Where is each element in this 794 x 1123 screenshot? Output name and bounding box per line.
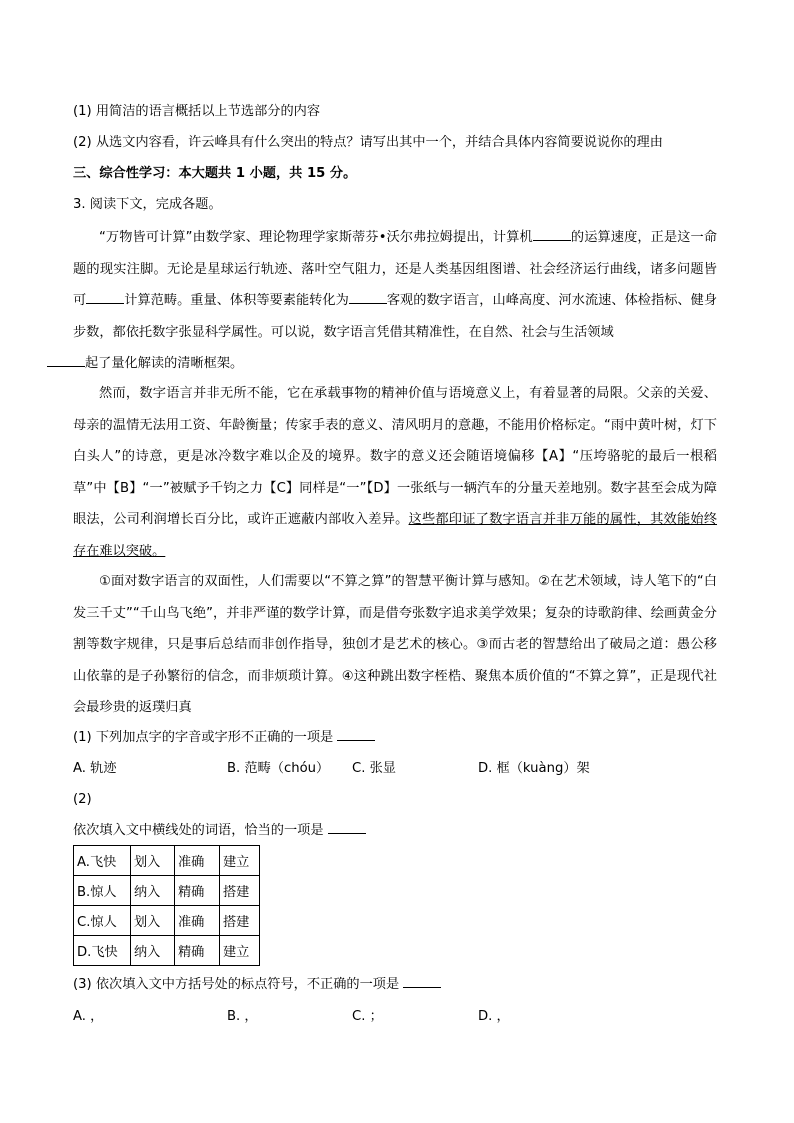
sub3-option-b: B. ， (227, 1009, 258, 1024)
p1-sentence-3: 计算范畴。重量、体积等要素能转化为 (124, 293, 349, 308)
sub3-stem: (3) 依次填入文中方括号处的标点符号，不正确的一项是 (73, 977, 400, 992)
passage-paragraph-2 (73, 378, 717, 567)
p1-sentence-5: 起了量化解读的清晰框架。 (85, 356, 244, 371)
question-2: (2) 从选文内容看，许云峰具有什么突出的特点？请写出其中一个，并结合具体内容简要说说你的理由 (73, 135, 663, 150)
table-cell: C.惊人 (74, 906, 131, 936)
sub1-option-b: B. 范畴（chóu） (227, 761, 330, 776)
sub1-option-c: C. 张显 (352, 761, 396, 776)
p1-sentence-4: 客观的数字语言，山峰高度、河水流速、体检指标、健身步数，都依托数字张显科学属性。可以说，数字语言凭借其精准性，在自然、社会与生活领域 (73, 293, 718, 340)
table-cell: 精确 (175, 876, 220, 906)
fill-blank-3 (349, 302, 387, 304)
answer-blank-2 (328, 832, 366, 834)
sub1-option-d: D. 框（kuàng）架 (478, 761, 590, 776)
sub-question-1 (73, 728, 375, 748)
question-1: (1) 用简洁的语言概括以上节选部分的内容 (73, 104, 321, 119)
sub-question-3 (73, 975, 441, 995)
table-cell: 搭建 (220, 906, 260, 936)
underlined-sentence: 这些都印证了数字语言并非万能的属性，其效能始终存在难以突破。 (73, 512, 718, 559)
table-cell: B.惊人 (74, 876, 131, 906)
sub2-stem: 依次填入文中横线处的词语，恰当的一项是 (73, 823, 324, 838)
fill-blank-4 (47, 365, 85, 367)
sub1-stem: (1) 下列加点字的字音或字形不正确的一项是 (73, 730, 334, 745)
p3-body: ①面对数字语言的双面性，人们需要以“不算之算”的智慧平衡计算与感知。②在艺术领域，诗人笔下的“白发三千丈”“千山鸟飞绝”，并非严谨的数学计算，而是借夸张数字追求美学效果；复杂的诗歌韵律、绘画黄金分割等数字规律，只是事后总结而非创作指导，独创才是艺术的核心。③而古老的智慧给出了破局之道：愚公移山依靠的是子孙繁衍的信念，而非烦琐计算。④这种跳出数字桎梏、聚焦本质价值的“不算之算”，正是现代社会最珍贵的返璞归真 (73, 574, 717, 715)
sub3-option-d: D. ， (478, 1009, 510, 1024)
table-cell: 准确 (175, 906, 220, 936)
section-3-heading: 三、综合性学习：本大题共 1 小题，共 15 分。 (73, 166, 357, 181)
word-choice-table (73, 845, 260, 966)
p2-body: 然而，数字语言并非无所不能，它在承载事物的精神价值与语境意义上，有着显著的局限。父亲的关爱、母亲的温情无法用工资、年龄衡量；传家手表的意义、清风明月的意趣，不能用价格标定。“雨中黄叶树，灯下白头人”的诗意，更是冰冷数字难以企及的境界。数字的意义还会随语境偏移【A】“压垮骆驼的最后一根稻草”中【B】“一”被赋予千钧之力【C】同样是“一”【D】一张纸与一辆汽车的分量天差地别。数字甚至会成为障眼法，公司利润增长百分比，或许正遮蔽内部收入差异。 (73, 386, 717, 527)
answer-blank-1 (337, 739, 375, 741)
answer-blank-3 (403, 986, 441, 988)
sub3-option-a: A. ， (73, 1009, 104, 1024)
sub-question-2 (73, 821, 366, 841)
section-3-intro: 3. 阅读下文，完成各题。 (73, 197, 222, 212)
passage-paragraph-1 (73, 222, 717, 380)
sub1-option-a: A. 轨迹 (73, 761, 117, 776)
table-cell: 搭建 (220, 876, 260, 906)
table-cell: 建立 (220, 846, 260, 876)
table-row (74, 876, 260, 906)
table-cell: 建立 (220, 936, 260, 966)
passage-paragraph-3 (73, 566, 717, 724)
table-cell: D.飞快 (74, 936, 131, 966)
table-row (74, 936, 260, 966)
table-row (74, 846, 260, 876)
fill-blank-2 (86, 302, 124, 304)
table-cell: 精确 (175, 936, 220, 966)
sub3-option-c: C. ； (352, 1009, 383, 1024)
table-row (74, 906, 260, 936)
table-cell: 纳入 (131, 876, 175, 906)
table-cell: 准确 (175, 846, 220, 876)
sub-question-2-label: (2) (73, 792, 92, 807)
table-cell: A.飞快 (74, 846, 131, 876)
p1-sentence-1: “万物皆可计算”由数学家、理论物理学家斯蒂芬•沃尔弗拉姆提出，计算机 (99, 230, 533, 245)
table-cell: 纳入 (131, 936, 175, 966)
p1-sentence-2: 的运算速度，正是这一命题的现实注脚。无论是星球运行轨迹、落叶空气阻力，还是人类基因组图谱、社会经济运行曲线，诸多问题皆可 (73, 230, 718, 308)
table-cell: 划入 (131, 906, 175, 936)
table-cell: 划入 (131, 846, 175, 876)
fill-blank-1 (533, 239, 571, 241)
